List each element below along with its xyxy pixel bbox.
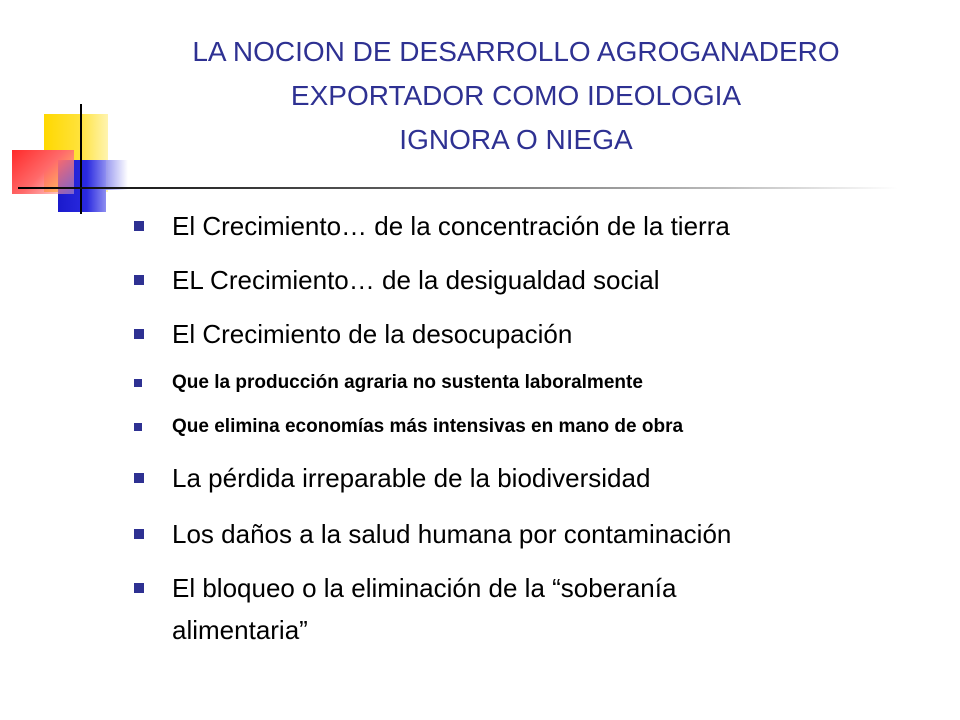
bullet-text: Los daños a la salud humana por contaminación <box>172 519 732 549</box>
bullet-marker-icon <box>134 329 144 339</box>
bullet-marker-icon <box>134 379 142 387</box>
bullet-text: El Crecimiento… de la concentración de la tierra <box>172 211 730 241</box>
bullet-text: Que la producción agraria no sustenta laboralmente <box>172 372 643 393</box>
bullet-marker-icon <box>134 275 144 285</box>
bullet-marker-icon <box>134 473 144 483</box>
title-line-2: EXPORTADOR COMO IDEOLOGIA <box>290 80 742 111</box>
bullet-marker-icon <box>134 423 142 431</box>
bullet-text: EL Crecimiento… de la desigualdad social <box>172 265 660 295</box>
bullet-marker-icon <box>134 221 144 231</box>
bullet-marker-icon <box>134 529 144 539</box>
bullet-text: Que elimina economías más intensivas en mano de obra <box>172 416 684 437</box>
bullet-text: El Crecimiento de la desocupación <box>172 319 573 349</box>
bullet-text-line-1: El bloqueo o la eliminación de la “soberanía <box>172 573 677 603</box>
title-line-1: LA NOCION DE DESARROLLO AGROGANADERO <box>192 36 840 67</box>
bullet-text: La pérdida irreparable de la biodiversidad <box>172 463 651 493</box>
title-line-3: IGNORA O NIEGA <box>399 124 633 155</box>
bullet-text-line-2: alimentaria” <box>172 615 308 645</box>
bullet-marker-icon <box>134 583 144 593</box>
